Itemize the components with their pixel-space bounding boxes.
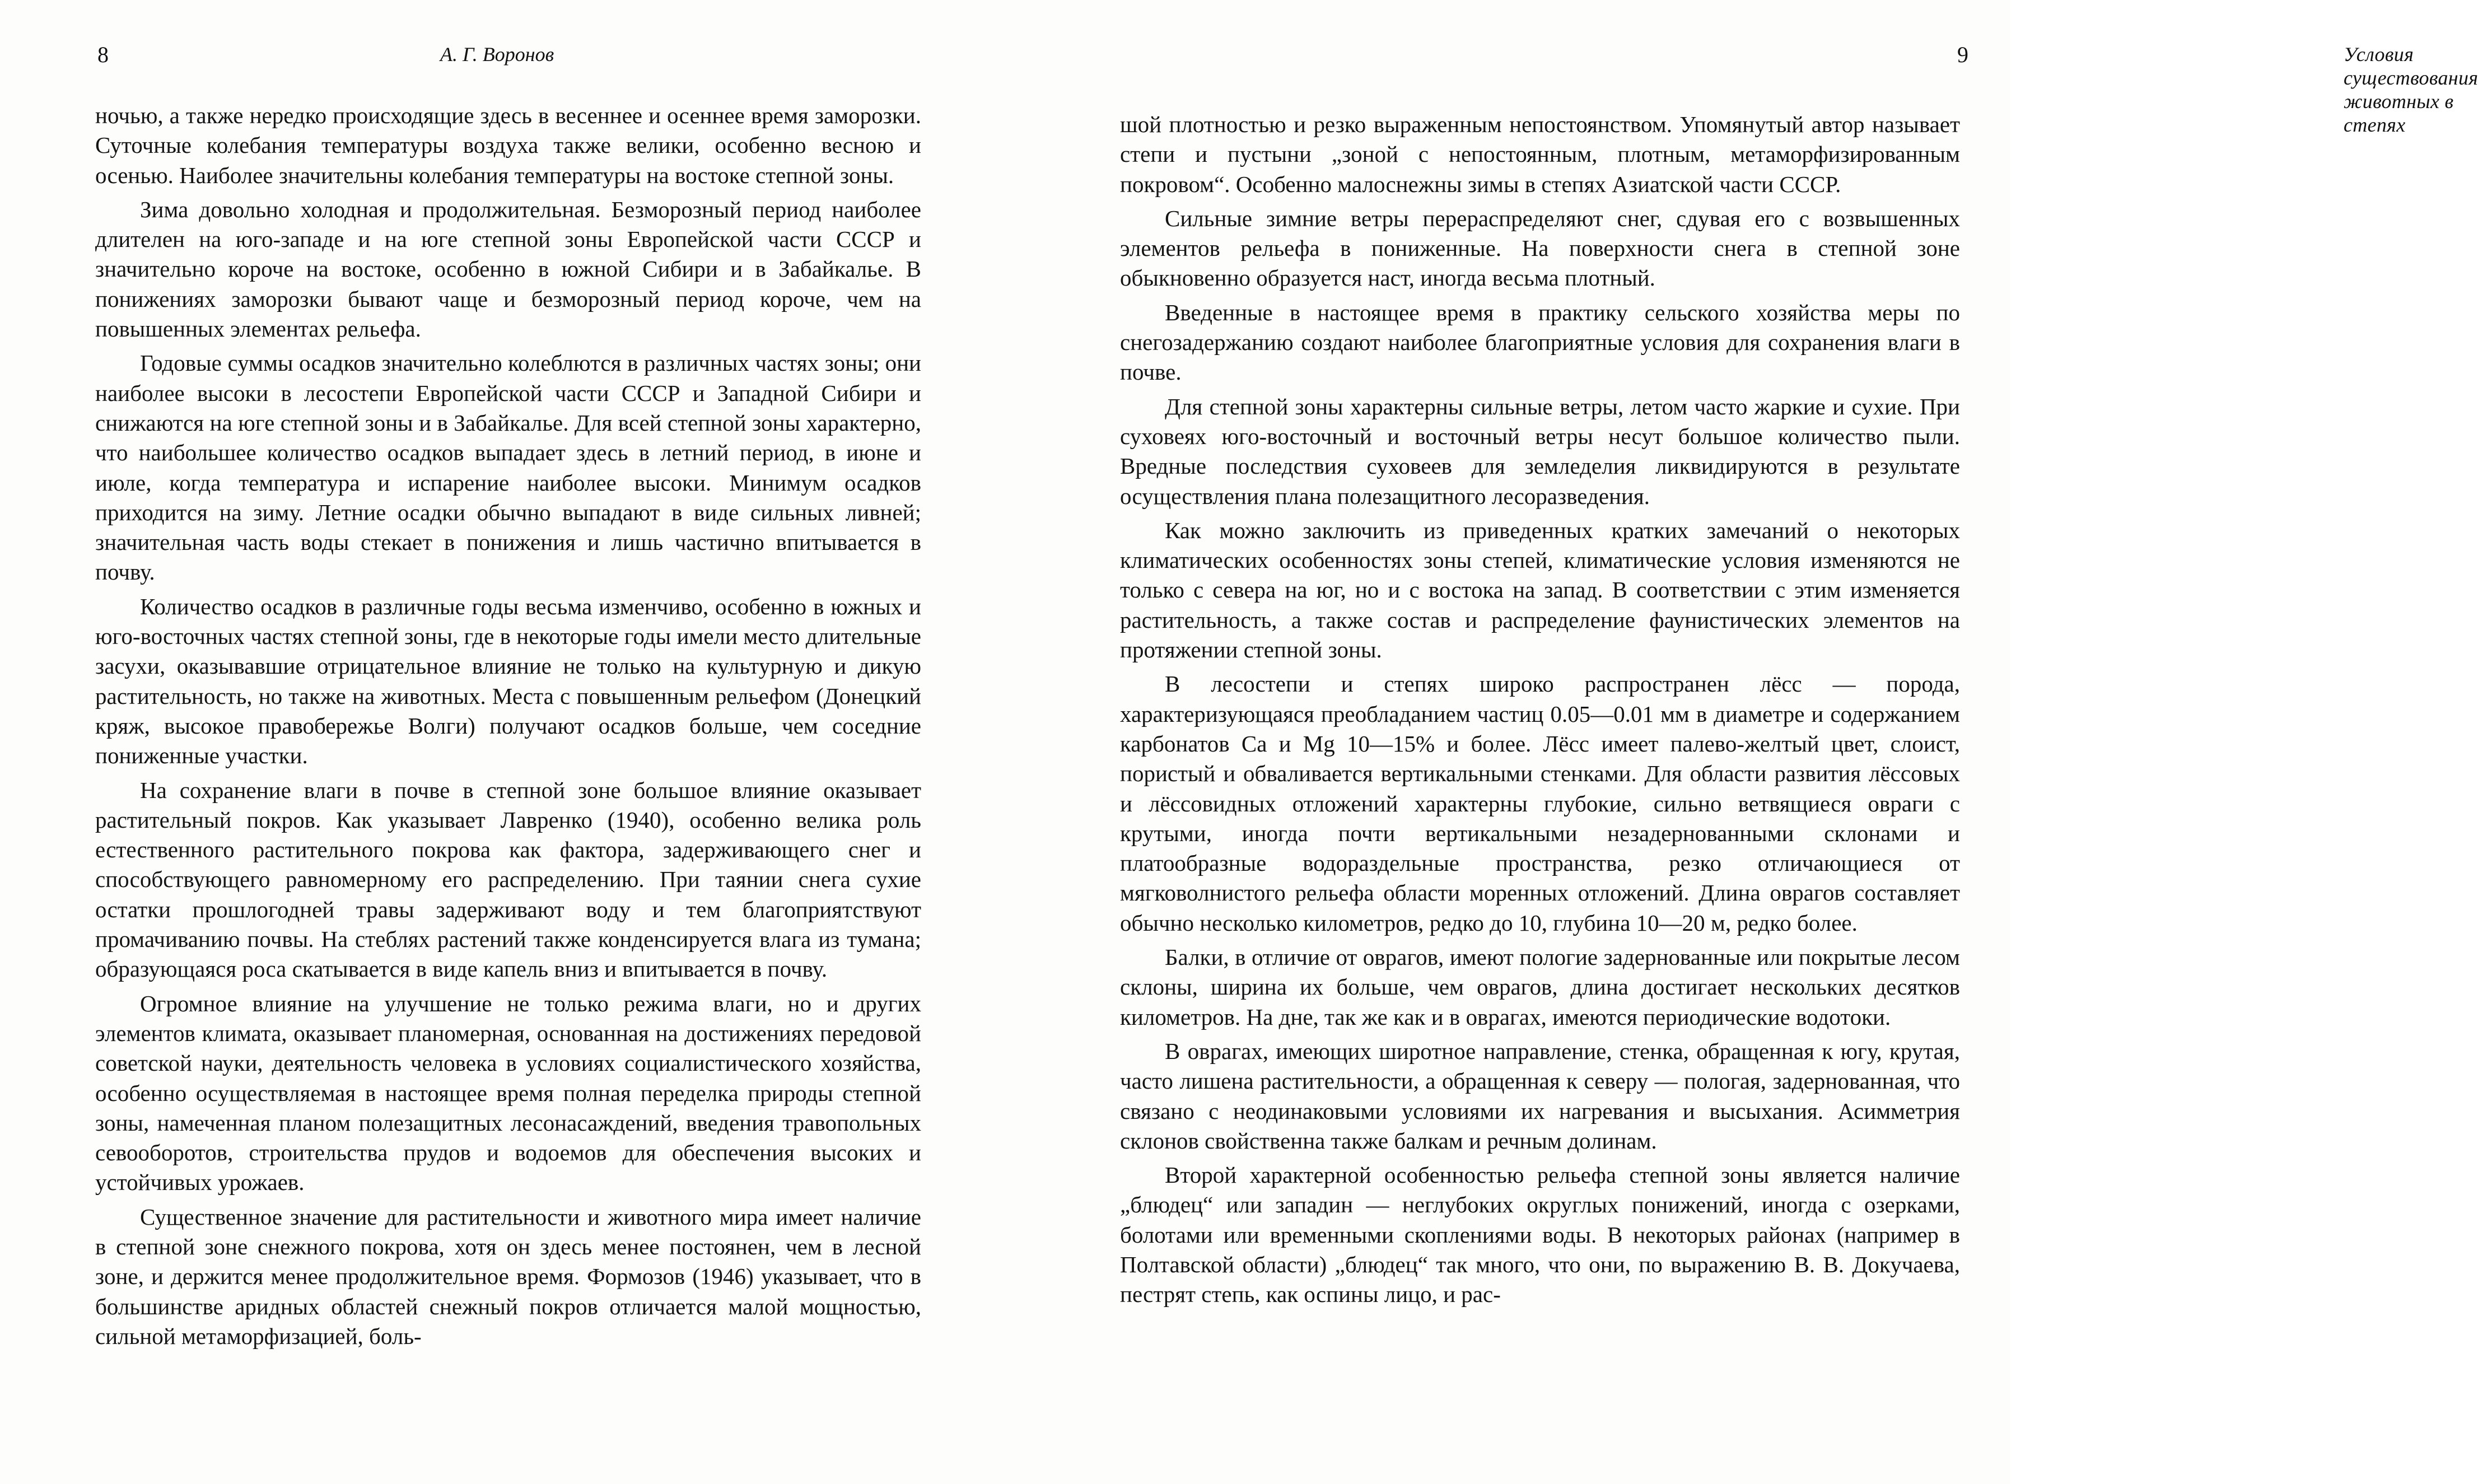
paragraph: шой плотностью и резко выраженным непостоянством. Упомянутый автор называет степи и пустыни „зоной с непостоянным, плотным, метаморфизированным покровом“. Особенно малоснежны зимы в степях Азиатской части СССР. bbox=[1120, 111, 1960, 197]
page-number: 9 bbox=[1957, 42, 1968, 67]
paragraph: Второй характерной особенностью рельефа степной зоны является наличие „блюдец“ или западин — неглубоких округлых понижений, иногда с озерками, болотами или временными скоплениями воды. В некоторых районах (например в Полтавской области) „блюдец“ так много, что они, по выражению В. В. Докучаева, пестрят степь, как оспины лицо, и рас- bbox=[1120, 1162, 1960, 1308]
paragraph: На сохранение влаги в почве в степной зоне большое влияние оказывает растительный покров. Как указывает Лавренко (1940), особенно велика роль естественного растительного покрова как фактора, задерживающего снег и способствующего равномерному его распределению. При таянии снега сухие остатки прошлогодней травы задерживают воду и тем благоприятствуют промачиванию почвы. На стеблях растений также конденсируется влага из тумана; образующаяся роса скатывается в виде капель вниз и впитывается в почву. bbox=[95, 777, 921, 982]
left-page bbox=[0, 0, 1005, 1484]
paragraph: Сильные зимние ветры перераспределяют снег, сдувая его с возвышенных элементов рельефа в пониженные. На поверхности снега в степной зоне обыкновенно образуется наст, иногда весьма плотный. bbox=[1120, 205, 1960, 291]
paragraph: Для степной зоны характерны сильные ветры, летом часто жаркие и сухие. При суховеях юго-восточный и восточный ветры несут большое количество пыли. Вредные последствия суховеев для земледелия ликвидируются в результате осуществления плана полезащитного лесоразведения. bbox=[1120, 393, 1960, 509]
paragraph: Зима довольно холодная и продолжительная. Безморозный период наиболее длителен на юго-западе и на юге степной зоны Европейской части СССР и значительно короче на востоке, особенно в южной Сибири и в Забайкалье. В понижениях заморозки бывают чаще и безморозный период короче, чем на повышенных элементах рельефа. bbox=[95, 196, 921, 342]
paragraph: ночью, а также нередко происходящие здесь в весеннее и осеннее время заморозки. Суточные колебания температуры воздуха также велики, особенно весною и осенью. Наиболее значительны колебания температуры на востоке степной зоны. bbox=[95, 102, 921, 188]
paragraph: В лесостепи и степях широко распространен лёсс — порода, характеризующаяся преобладанием частиц 0.05—0.01 мм в диаметре и содержанием карбонатов Ca и Mg 10—15% и более. Лёсс имеет палево-желтый цвет, слоист, пористый и обваливается вертикальными стенками. Для области развития лёссовых и лёссовидных отложений характерны глубокие, сильно ветвящиеся овраги с крутыми, иногда почти вертикальными незадернованными склонами и платообразные водораздельные пространства, резко отличающиеся от мягковолнистого рельефа области моренных отложений. Длина оврагов составляет обычно несколько километров, редко до 10, глубина 10—20 м, редко более. bbox=[1120, 671, 1960, 936]
running-head: Условия существования животных в степях bbox=[2344, 43, 2478, 136]
paragraph: Годовые суммы осадков значительно колеблются в различных частях зоны; они наиболее высоки в лесостепи Европейской части СССР и Западной Сибири и снижаются на юге степной зоны и в Забайкалье. Для всей степной зоны характерно, что наибольшее количество осадков выпадает здесь в летний период, в июне и июле, когда температура и испарение наиболее высоки. Минимум осадков приходится на зиму. Летние осадки обычно выпадают в виде сильных ливней; значительная часть воды стекает в понижения и лишь частично впитывается в почву. bbox=[95, 350, 921, 585]
paragraph: Существенное значение для растительности и животного мира имеет наличие в степной зоне снежного покрова, хотя он здесь менее постоянен, чем в лесной зоне, и держится менее продолжительное время. Формозов (1946) указывает, что в большинстве аридных областей снежный покров отличается малой мощностью, сильной метаморфизацией, боль- bbox=[95, 1203, 921, 1349]
running-head: А. Г. Воронов bbox=[440, 43, 554, 66]
paragraph: Введенные в настоящее время в практику сельского хозяйства меры по снегозадержанию создают наиболее благоприятные условия для сохранения влаги в почве. bbox=[1120, 299, 1960, 385]
body-text bbox=[1120, 110, 1960, 1314]
paragraph: Как можно заключить из приведенных кратких замечаний о некоторых климатических особенностях зоны степей, климатические условия изменяются не только с севера на юг, но и с востока на запад. В соответствии с этим изменяется растительность, а также состав и распределение фаунистических элементов на протяжении степной зоны. bbox=[1120, 517, 1960, 663]
paragraph: Балки, в отличие от оврагов, имеют пологие задернованные или покрытые лесом склоны, ширина их больше, чем оврагов, длина достигает нескольких десятков километров. На дне, так же как и в оврагах, имеются периодические водотоки. bbox=[1120, 944, 1960, 1030]
body-text bbox=[95, 101, 921, 1356]
paragraph: В оврагах, имеющих широтное направление, стенка, обращенная к югу, крутая, часто лишена растительности, а обращенная к северу — пологая, задернованная, что связано с неодинаковыми условиями их нагревания и высыхания. Асимметрия склонов свойственна также балкам и речным долинам. bbox=[1120, 1038, 1960, 1154]
page-number: 8 bbox=[97, 42, 109, 67]
paragraph: Огромное влияние на улучшение не только режима влаги, но и других элементов климата, оказывает планомерная, основанная на достижениях передовой советской науки, деятельность человека в условиях социалистического хозяйства, особенно осуществляемая в настоящее время полная переделка природы степной зоны, намеченная планом полезащитных лесонасаждений, введения травопольных севооборотов, строительства прудов и водоемов для обеспечения высоких и устойчивых урожаев. bbox=[95, 990, 921, 1196]
paragraph: Количество осадков в различные годы весьма изменчиво, особенно в южных и юго-восточных частях степной зоны, где в некоторые годы имели место длительные засухи, оказывавшие отрицательное влияние не только на культурную и дикую растительность, но также на животных. Места с повышенным рельефом (Донецкий кряж, высокое правобережье Волги) получают осадков больше, чем соседние пониженные участки. bbox=[95, 593, 921, 769]
